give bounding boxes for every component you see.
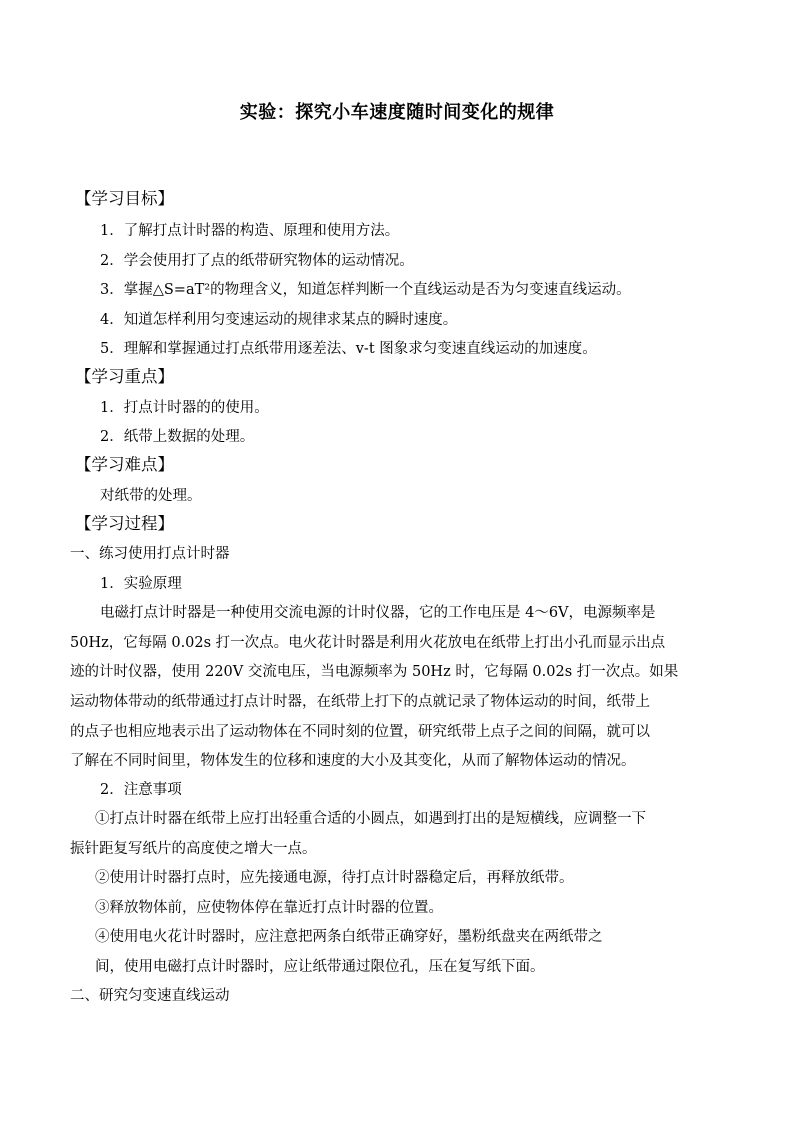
notes-heading: 2．注意事项 xyxy=(100,782,182,798)
principle-line: 电磁打点计时器是一种使用交流电源的计时仪器，它的工作电压是 4～6V，电源频率是 xyxy=(100,605,656,621)
part1-heading: 一、练习使用打点计时器 xyxy=(70,546,230,562)
objective-item: 1．了解打点计时器的构造、原理和使用方法。 xyxy=(100,223,400,239)
process-heading: 【学习过程】 xyxy=(75,514,174,533)
objective-item: 2．学会使用打了点的纸带研究物体的运动情况。 xyxy=(100,253,414,269)
part2-heading: 二、研究匀变速直线运动 xyxy=(70,988,230,1004)
key-point-item: 2．纸带上数据的处理。 xyxy=(100,429,255,445)
objective-item: 5．理解和掌握通过打点纸带用逐差法、v-t 图象求匀变速直线运动的加速度。 xyxy=(100,341,597,357)
principle-line: 的点子也相应地表示出了运动物体在不同时刻的位置，研究纸带上点子之间的间隔，就可以 xyxy=(70,724,650,740)
principle-line: 50Hz，它每隔 0.02s 打一次点。电火花计时器是利用火花放电在纸带上打出小孔而显示出点 xyxy=(70,635,666,651)
key-points-heading: 【学习重点】 xyxy=(75,367,174,386)
note-line: 间，使用电磁打点计时器时，应让纸带通过限位孔，压在复写纸下面。 xyxy=(95,959,545,975)
note-line: 振针距复写纸片的高度使之增大一点。 xyxy=(70,841,317,857)
principle-line: 了解在不同时间里，物体发生的位移和速度的大小及其变化，从而了解物体运动的情况。 xyxy=(70,753,636,769)
note-line: ①打点计时器在纸带上应打出轻重合适的小圆点，如遇到打出的是短横线，应调整一下 xyxy=(95,811,646,827)
principle-line: 迹的计时仪器，使用 220V 交流电压，当电源频率为 50Hz 时，它每隔 0.02s 打一次点。如果 xyxy=(70,664,679,680)
page-title: 实验：探究小车速度随时间变化的规律 xyxy=(239,102,555,123)
objective-item: 3．掌握△S=aT²的物理含义，知道怎样判断一个直线运动是否为匀变速直线运动。 xyxy=(100,282,631,298)
difficulties-heading: 【学习难点】 xyxy=(75,455,174,474)
principle-line: 运动物体带动的纸带通过打点计时器，在纸带上打下的点就记录了物体运动的时间，纸带上 xyxy=(70,694,650,710)
objectives-heading: 【学习目标】 xyxy=(75,189,174,208)
principle-heading: 1．实验原理 xyxy=(100,576,182,592)
difficulties-text: 对纸带的处理。 xyxy=(100,488,202,504)
key-point-item: 1．打点计时器的的使用。 xyxy=(100,400,269,416)
note-line: ④使用电火花计时器时，应注意把两条白纸带正确穿好，墨粉纸盘夹在两纸带之 xyxy=(95,929,603,945)
note-line: ②使用计时器打点时，应先接通电源，待打点计时器稳定后，再释放纸带。 xyxy=(95,870,574,886)
note-line: ③释放物体前，应使物体停在靠近打点计时器的位置。 xyxy=(95,900,443,916)
objective-item: 4．知道怎样利用匀变速运动的规律求某点的瞬时速度。 xyxy=(100,312,458,328)
